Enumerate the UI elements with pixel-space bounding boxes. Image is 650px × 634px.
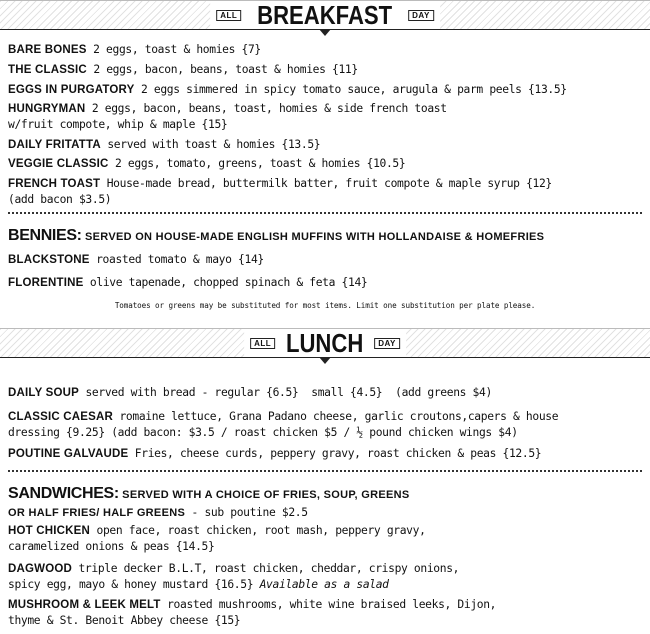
header-pointer — [319, 357, 331, 364]
item-name: VEGGIE CLASSIC — [8, 158, 109, 170]
menu-item-the-classic — [8, 62, 644, 78]
day-label: DAY — [408, 10, 434, 21]
item-desc: 2 eggs, bacon, beans, toast & homies {11} — [86, 63, 358, 76]
menu-item-bare-bones — [8, 42, 644, 58]
item-name: BARE BONES — [8, 44, 87, 56]
lunch-header — [0, 328, 650, 358]
all-label: ALL — [216, 10, 241, 21]
item-name: FRENCH TOAST — [8, 178, 101, 190]
bennies-heading — [8, 228, 644, 245]
menu-item-blackstone — [8, 252, 644, 268]
menu-item-mushroom-leek-melt — [8, 597, 644, 628]
sub-poutine-note: - sub poutine $2.5 — [185, 506, 308, 519]
item-desc: romaine lettuce, Grana Padano cheese, garlic croutons,capers & house dressing {9.25} (add bacon: $3.5 / roast chicken $5 / ½ pound chicken wings $4) — [8, 410, 559, 439]
section-subtitle: SERVED WITH A CHOICE OF FRIES, SOUP, GREENS OR HALF FRIES/ HALF GREENS — [8, 489, 410, 519]
day-label: DAY — [374, 338, 400, 349]
item-name: DAILY SOUP — [8, 387, 80, 399]
section-heading: BENNIES: — [8, 227, 82, 244]
item-name: DAILY FRITATTA — [8, 139, 101, 151]
item-desc: served with toast & homies {13.5} — [100, 138, 321, 151]
item-desc: 2 eggs, toast & homies {7} — [86, 43, 261, 56]
all-label: ALL — [250, 338, 275, 349]
item-name: CLASSIC CAESAR — [8, 411, 114, 423]
item-desc: roasted tomato & mayo {14} — [89, 253, 264, 266]
item-name: EGGS IN PURGATORY — [8, 84, 135, 96]
item-desc: olive tapenade, chopped spinach & feta {14} — [83, 276, 368, 289]
breakfast-title-block — [210, 1, 440, 29]
section-subtitle: SERVED ON HOUSE-MADE ENGLISH MUFFINS WITH HOLLANDAISE & HOMEFRIES — [81, 231, 545, 243]
menu-item-hungryman — [8, 101, 644, 132]
item-name: THE CLASSIC — [8, 64, 87, 76]
menu-item-veggie-classic — [8, 156, 644, 172]
item-name: HUNGRYMAN — [8, 103, 86, 115]
menu-item-poutine-galvaude — [8, 446, 644, 462]
menu-item-hot-chicken — [8, 523, 644, 554]
header-pointer — [319, 29, 331, 36]
item-name: POUTINE GALVAUDE — [8, 448, 129, 460]
item-name: DAGWOOD — [8, 563, 73, 575]
substitution-note: Tomatoes or greens may be substituted for most items. Limit one substitution per plate please. — [114, 301, 536, 310]
item-name: FLORENTINE — [8, 277, 84, 289]
menu-item-florentine — [8, 275, 644, 291]
menu-item-daily-soup — [8, 385, 644, 401]
menu-item-dagwood — [8, 561, 644, 592]
item-name: BLACKSTONE — [8, 254, 90, 266]
dotted-divider — [8, 212, 642, 214]
item-name: HOT CHICKEN — [8, 525, 91, 537]
section-heading: SANDWICHES: — [8, 485, 119, 502]
dotted-divider — [8, 470, 642, 472]
item-desc: 2 eggs simmered in spicy tomato sauce, arugula & parm peels {13.5} — [134, 83, 567, 96]
item-desc: roasted mushrooms, white wine braised leeks, Dijon, thyme & St. Benoit Abbey cheese {15} — [8, 598, 497, 627]
menu-item-daily-fritatta — [8, 137, 644, 153]
lunch-title: LUNCH — [286, 328, 364, 358]
breakfast-title: BREAKFAST — [257, 0, 393, 30]
item-name: MUSHROOM & LEEK MELT — [8, 599, 161, 611]
menu-item-classic-caesar — [8, 409, 644, 440]
menu-item-eggs-in-purgatory — [8, 82, 644, 98]
item-desc: Fries, cheese curds, peppery gravy, roast chicken & peas {12.5} — [128, 447, 542, 460]
item-desc: triple decker B.L.T, roast chicken, cheddar, crispy onions, spicy egg, mayo & honey mustard {16.5} — [8, 562, 460, 591]
item-desc: open face, roast chicken, root mash, peppery gravy, caramelized onions & peas {14.5} — [8, 524, 426, 553]
item-desc: served with bread - regular {6.5} small {4.5} (add greens $4) — [79, 386, 492, 399]
item-desc: House-made bread, buttermilk batter, fruit compote & maple syrup {12} (add bacon $3.5) — [8, 177, 552, 206]
breakfast-header — [0, 0, 650, 30]
item-desc: 2 eggs, tomato, greens, toast & homies {10.5} — [108, 157, 406, 170]
sandwiches-heading — [8, 485, 644, 522]
salad-option: Available as a salad — [259, 578, 389, 591]
lunch-title-block — [244, 329, 406, 357]
menu-item-french-toast — [8, 176, 644, 207]
item-desc: 2 eggs, bacon, beans, toast, homies & side french toast w/fruit compote, whip & maple {15} — [8, 102, 447, 131]
